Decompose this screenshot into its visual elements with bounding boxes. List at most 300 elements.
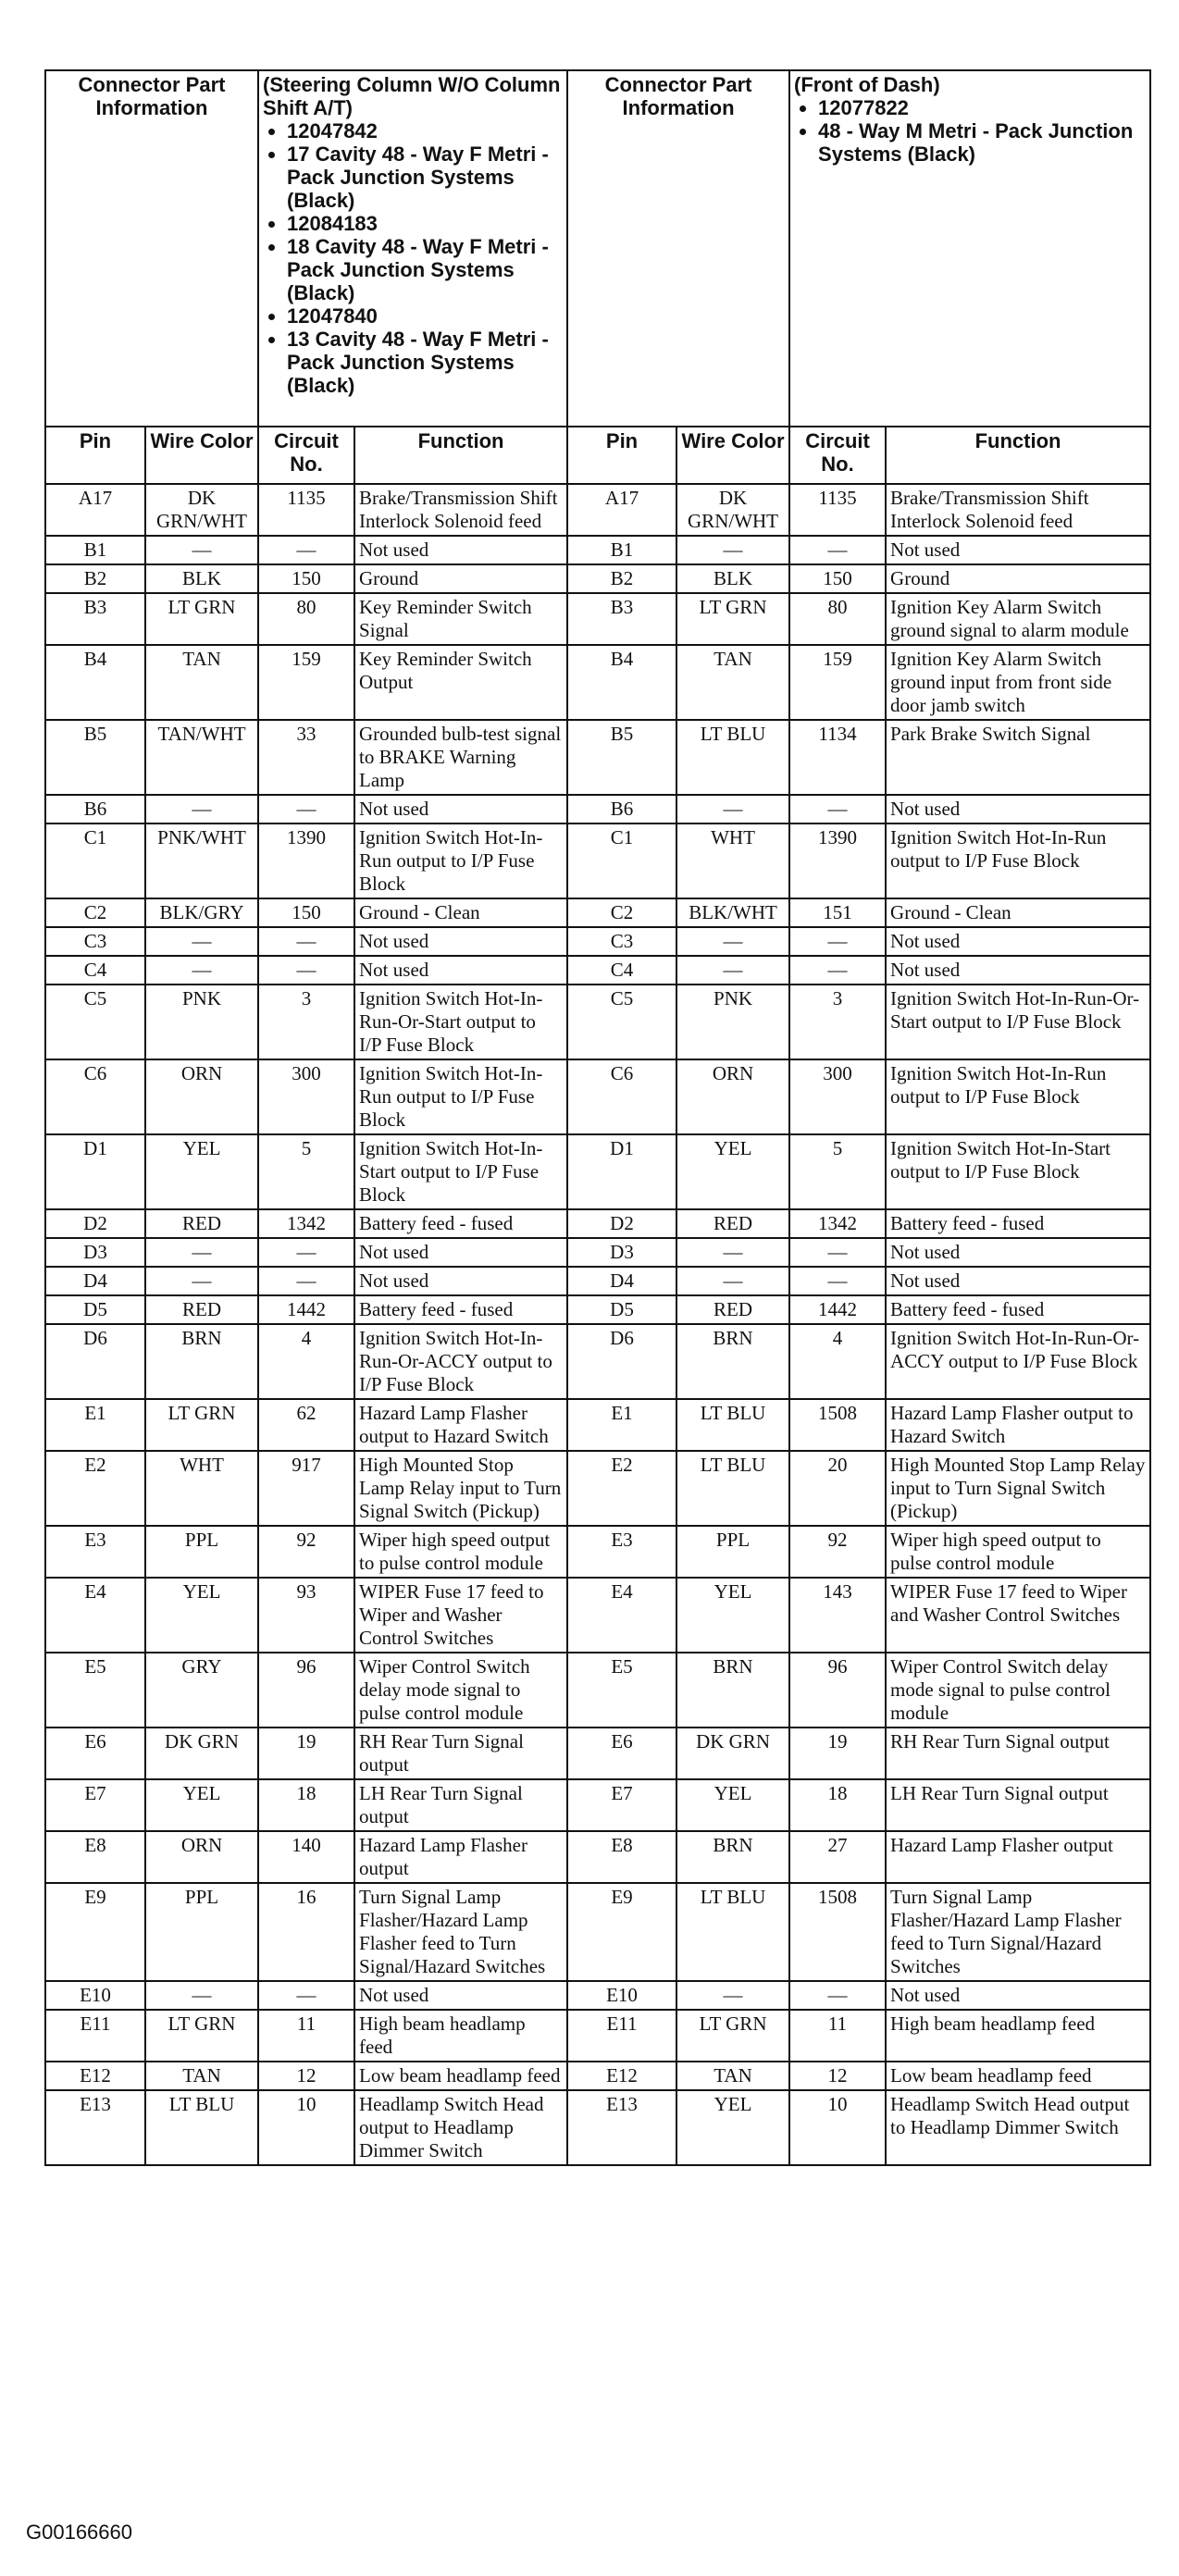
left-circuit-no-cell: 33 — [258, 720, 354, 795]
left-function-cell: Ignition Switch Hot-In-Run-Or-Start output to I/P Fuse Block — [354, 985, 567, 1059]
table-row — [45, 1451, 1150, 1526]
table-row — [45, 1059, 1150, 1134]
left-function-cell: Not used — [354, 956, 567, 985]
right-wire-color-cell: — — [676, 1238, 789, 1267]
right-pin-cell: E10 — [567, 1981, 676, 2010]
left-function-cell: Not used — [354, 795, 567, 824]
right-wire-color-cell: WHT — [676, 824, 789, 898]
right-function-cell: High Mounted Stop Lamp Relay input to Turn Signal Switch (Pickup) — [886, 1451, 1150, 1526]
right-function-cell: Not used — [886, 795, 1150, 824]
right-pin-cell: E9 — [567, 1883, 676, 1981]
right-circuit-no-cell: — — [789, 956, 886, 985]
right-circuit-no-cell: 300 — [789, 1059, 886, 1134]
left-connector-description — [258, 70, 567, 427]
table-row — [45, 985, 1150, 1059]
right-pin-cell: D6 — [567, 1324, 676, 1399]
table-row — [45, 898, 1150, 927]
left-wire-color-cell: YEL — [145, 1578, 258, 1653]
right-wire-color-cell: DK GRN/WHT — [676, 484, 789, 536]
right-circuit-no-cell: — — [789, 927, 886, 956]
right-function-cell: Ignition Switch Hot-In-Start output to I/P Fuse Block — [886, 1134, 1150, 1209]
table-row — [45, 1883, 1150, 1981]
right-wire-color-cell: BRN — [676, 1324, 789, 1399]
right-wire-color-cell: BRN — [676, 1831, 789, 1883]
right-function-header: Function — [886, 427, 1150, 484]
right-circuit-no-cell: 1508 — [789, 1399, 886, 1451]
right-wire-color-cell: LT BLU — [676, 1883, 789, 1981]
left-pin-cell: D1 — [45, 1134, 145, 1209]
left-function-cell: Key Reminder Switch Signal — [354, 593, 567, 645]
right-wire-color-cell: PNK — [676, 985, 789, 1059]
right-circuit-no-cell: 19 — [789, 1728, 886, 1779]
right-pin-cell: E12 — [567, 2062, 676, 2090]
table-row — [45, 720, 1150, 795]
right-circuit-no-cell: 4 — [789, 1324, 886, 1399]
left-circuit-no-header: Circuit No. — [258, 427, 354, 484]
table-row — [45, 1526, 1150, 1578]
left-part-number-item: • 17 Cavity 48 - Way F Metri - Pack Junction Systems (Black) — [287, 142, 563, 212]
right-pin-cell: C1 — [567, 824, 676, 898]
left-pin-cell: D4 — [45, 1267, 145, 1295]
left-part-number-item: • 18 Cavity 48 - Way F Metri - Pack Junction Systems (Black) — [287, 235, 563, 304]
right-part-number-item: • 48 - Way M Metri - Pack Junction Systems (Black) — [818, 119, 1146, 166]
right-wire-color-cell: LT GRN — [676, 2010, 789, 2062]
right-function-cell: Ground — [886, 564, 1150, 593]
right-pin-cell: B2 — [567, 564, 676, 593]
left-pin-cell: E2 — [45, 1451, 145, 1526]
left-wire-color-cell: BRN — [145, 1324, 258, 1399]
right-pin-cell: C3 — [567, 927, 676, 956]
left-function-cell: Brake/Transmission Shift Interlock Solenoid feed — [354, 484, 567, 536]
left-function-cell: Key Reminder Switch Output — [354, 645, 567, 720]
right-function-cell: Not used — [886, 927, 1150, 956]
right-function-cell: Ignition Key Alarm Switch ground input from front side door jamb switch — [886, 645, 1150, 720]
column-header-row — [45, 427, 1150, 484]
right-function-cell: Brake/Transmission Shift Interlock Solenoid feed — [886, 484, 1150, 536]
connector-pinout-table — [44, 69, 1151, 2166]
left-function-cell: Grounded bulb-test signal to BRAKE Warning Lamp — [354, 720, 567, 795]
left-wire-color-cell: PPL — [145, 1526, 258, 1578]
right-function-cell: Not used — [886, 956, 1150, 985]
left-wire-color-cell: DK GRN — [145, 1728, 258, 1779]
left-wire-color-cell: LT BLU — [145, 2090, 258, 2165]
left-wire-color-cell: — — [145, 1238, 258, 1267]
left-wire-color-cell: WHT — [145, 1451, 258, 1526]
right-circuit-no-cell: 10 — [789, 2090, 886, 2165]
left-pin-cell: A17 — [45, 484, 145, 536]
table-row — [45, 1238, 1150, 1267]
left-wire-color-cell: YEL — [145, 1779, 258, 1831]
right-circuit-no-cell: — — [789, 1981, 886, 2010]
right-function-cell: Wiper high speed output to pulse control module — [886, 1526, 1150, 1578]
left-wire-color-cell: YEL — [145, 1134, 258, 1209]
left-part-info-label: Connector Part Information — [45, 70, 258, 427]
left-circuit-no-cell: 150 — [258, 898, 354, 927]
right-function-cell: RH Rear Turn Signal output — [886, 1728, 1150, 1779]
table-row — [45, 536, 1150, 564]
right-circuit-no-cell: 5 — [789, 1134, 886, 1209]
right-circuit-no-cell: 1134 — [789, 720, 886, 795]
right-circuit-no-cell: 1342 — [789, 1209, 886, 1238]
left-wire-color-header: Wire Color — [145, 427, 258, 484]
left-circuit-no-cell: 19 — [258, 1728, 354, 1779]
left-circuit-no-cell: 140 — [258, 1831, 354, 1883]
left-pin-cell: C3 — [45, 927, 145, 956]
right-wire-color-cell: — — [676, 795, 789, 824]
left-function-cell: Wiper Control Switch delay mode signal to pulse control module — [354, 1653, 567, 1728]
left-pin-cell: B2 — [45, 564, 145, 593]
left-function-cell: Headlamp Switch Head output to Headlamp Dimmer Switch — [354, 2090, 567, 2165]
left-circuit-no-cell: — — [258, 795, 354, 824]
left-pin-cell: E5 — [45, 1653, 145, 1728]
table-row — [45, 564, 1150, 593]
left-pin-cell: C4 — [45, 956, 145, 985]
right-wire-color-cell: TAN — [676, 645, 789, 720]
left-circuit-no-cell: 10 — [258, 2090, 354, 2165]
left-wire-color-cell: BLK/GRY — [145, 898, 258, 927]
right-wire-color-cell: PPL — [676, 1526, 789, 1578]
left-circuit-no-cell: — — [258, 956, 354, 985]
right-pin-cell: E5 — [567, 1653, 676, 1728]
right-circuit-no-cell: 3 — [789, 985, 886, 1059]
right-circuit-no-cell: 27 — [789, 1831, 886, 1883]
right-wire-color-cell: YEL — [676, 2090, 789, 2165]
right-circuit-no-cell: 1442 — [789, 1295, 886, 1324]
right-function-cell: Ignition Switch Hot-In-Run-Or-Start output to I/P Fuse Block — [886, 985, 1150, 1059]
right-function-cell: Battery feed - fused — [886, 1295, 1150, 1324]
table-row — [45, 1831, 1150, 1883]
right-pin-cell: B6 — [567, 795, 676, 824]
right-function-cell: Wiper Control Switch delay mode signal to pulse control module — [886, 1653, 1150, 1728]
left-circuit-no-cell: — — [258, 1981, 354, 2010]
left-circuit-no-cell: 96 — [258, 1653, 354, 1728]
left-function-cell: Not used — [354, 1267, 567, 1295]
left-pin-cell: B3 — [45, 593, 145, 645]
left-wire-color-cell: — — [145, 795, 258, 824]
right-function-cell: Not used — [886, 1267, 1150, 1295]
right-pin-cell: E1 — [567, 1399, 676, 1451]
right-circuit-no-cell: — — [789, 536, 886, 564]
right-circuit-no-cell: 92 — [789, 1526, 886, 1578]
left-circuit-no-cell: 1135 — [258, 484, 354, 536]
left-wire-color-cell: TAN/WHT — [145, 720, 258, 795]
left-circuit-no-cell: — — [258, 536, 354, 564]
left-pin-cell: B6 — [45, 795, 145, 824]
left-function-cell: Ignition Switch Hot-In-Run-Or-ACCY output to I/P Fuse Block — [354, 1324, 567, 1399]
left-circuit-no-cell: 159 — [258, 645, 354, 720]
table-row — [45, 824, 1150, 898]
right-wire-color-cell: RED — [676, 1209, 789, 1238]
right-function-cell: High beam headlamp feed — [886, 2010, 1150, 2062]
table-row — [45, 956, 1150, 985]
right-function-cell: Low beam headlamp feed — [886, 2062, 1150, 2090]
right-circuit-no-cell: 1390 — [789, 824, 886, 898]
table-row — [45, 2010, 1150, 2062]
right-wire-color-cell: LT BLU — [676, 1399, 789, 1451]
right-function-cell: Ignition Switch Hot-In-Run output to I/P Fuse Block — [886, 1059, 1150, 1134]
right-pin-cell: C6 — [567, 1059, 676, 1134]
right-function-cell: Ignition Switch Hot-In-Run-Or-ACCY output to I/P Fuse Block — [886, 1324, 1150, 1399]
left-function-cell: High beam headlamp feed — [354, 2010, 567, 2062]
right-wire-color-cell: — — [676, 956, 789, 985]
right-function-cell: Not used — [886, 1981, 1150, 2010]
left-wire-color-cell: GRY — [145, 1653, 258, 1728]
right-function-cell: Headlamp Switch Head output to Headlamp Dimmer Switch — [886, 2090, 1150, 2165]
left-circuit-no-cell: — — [258, 927, 354, 956]
right-circuit-no-cell: 11 — [789, 2010, 886, 2062]
left-circuit-no-cell: 1442 — [258, 1295, 354, 1324]
left-pin-cell: E1 — [45, 1399, 145, 1451]
left-function-cell: Battery feed - fused — [354, 1209, 567, 1238]
left-circuit-no-cell: 150 — [258, 564, 354, 593]
left-circuit-no-cell: 80 — [258, 593, 354, 645]
right-pin-cell: D3 — [567, 1238, 676, 1267]
left-circuit-no-cell: 917 — [258, 1451, 354, 1526]
left-part-number-item: • 12047840 — [287, 304, 563, 328]
right-wire-color-cell: ORN — [676, 1059, 789, 1134]
right-wire-color-cell: BRN — [676, 1653, 789, 1728]
left-function-cell: Not used — [354, 536, 567, 564]
right-pin-cell: E6 — [567, 1728, 676, 1779]
right-pin-cell: E8 — [567, 1831, 676, 1883]
right-function-cell: Ignition Switch Hot-In-Run output to I/P Fuse Block — [886, 824, 1150, 898]
right-pin-cell: E2 — [567, 1451, 676, 1526]
right-circuit-no-header: Circuit No. — [789, 427, 886, 484]
left-circuit-no-cell: 4 — [258, 1324, 354, 1399]
right-pin-cell: A17 — [567, 484, 676, 536]
left-part-number-item: • 12084183 — [287, 212, 563, 235]
right-circuit-no-cell: 151 — [789, 898, 886, 927]
left-wire-color-cell: BLK — [145, 564, 258, 593]
left-part-number-item: • 13 Cavity 48 - Way F Metri - Pack Junction Systems (Black) — [287, 328, 563, 397]
right-function-cell: Hazard Lamp Flasher output — [886, 1831, 1150, 1883]
right-wire-color-header: Wire Color — [676, 427, 789, 484]
left-wire-color-cell: LT GRN — [145, 1399, 258, 1451]
left-pin-cell: B4 — [45, 645, 145, 720]
left-circuit-no-cell: 18 — [258, 1779, 354, 1831]
right-part-numbers — [794, 96, 1146, 166]
right-function-cell: WIPER Fuse 17 feed to Wiper and Washer Control Switches — [886, 1578, 1150, 1653]
right-pin-cell: B1 — [567, 536, 676, 564]
right-circuit-no-cell: — — [789, 795, 886, 824]
table-row — [45, 795, 1150, 824]
left-pin-cell: C6 — [45, 1059, 145, 1134]
right-function-cell: Battery feed - fused — [886, 1209, 1150, 1238]
left-pin-cell: E8 — [45, 1831, 145, 1883]
right-circuit-no-cell: 18 — [789, 1779, 886, 1831]
left-circuit-no-cell: 1390 — [258, 824, 354, 898]
right-circuit-no-cell: — — [789, 1267, 886, 1295]
left-circuit-no-cell: 92 — [258, 1526, 354, 1578]
left-function-cell: RH Rear Turn Signal output — [354, 1728, 567, 1779]
left-circuit-no-cell: 300 — [258, 1059, 354, 1134]
right-circuit-no-cell: 96 — [789, 1653, 886, 1728]
right-function-cell: Not used — [886, 536, 1150, 564]
left-pin-cell: D2 — [45, 1209, 145, 1238]
right-wire-color-cell: YEL — [676, 1578, 789, 1653]
left-function-cell: Wiper high speed output to pulse control module — [354, 1526, 567, 1578]
left-function-cell: Not used — [354, 1238, 567, 1267]
left-function-cell: Ignition Switch Hot-In-Start output to I/P Fuse Block — [354, 1134, 567, 1209]
left-function-cell: Ignition Switch Hot-In-Run output to I/P Fuse Block — [354, 1059, 567, 1134]
table-row — [45, 1134, 1150, 1209]
table-row — [45, 1728, 1150, 1779]
left-wire-color-cell: LT GRN — [145, 2010, 258, 2062]
left-function-cell: High Mounted Stop Lamp Relay input to Turn Signal Switch (Pickup) — [354, 1451, 567, 1526]
right-function-cell: Hazard Lamp Flasher output to Hazard Switch — [886, 1399, 1150, 1451]
left-circuit-no-cell: — — [258, 1267, 354, 1295]
left-pin-cell: E6 — [45, 1728, 145, 1779]
left-function-cell: Low beam headlamp feed — [354, 2062, 567, 2090]
right-wire-color-cell: YEL — [676, 1134, 789, 1209]
right-pin-cell: E13 — [567, 2090, 676, 2165]
left-function-cell: Not used — [354, 927, 567, 956]
right-wire-color-cell: LT BLU — [676, 720, 789, 795]
right-wire-color-cell: BLK — [676, 564, 789, 593]
left-function-header: Function — [354, 427, 567, 484]
right-wire-color-cell: RED — [676, 1295, 789, 1324]
right-wire-color-cell: LT BLU — [676, 1451, 789, 1526]
table-row — [45, 1981, 1150, 2010]
right-wire-color-cell: — — [676, 536, 789, 564]
table-row — [45, 593, 1150, 645]
left-function-cell: Turn Signal Lamp Flasher/Hazard Lamp Flasher feed to Turn Signal/Hazard Switches — [354, 1883, 567, 1981]
right-wire-color-cell: TAN — [676, 2062, 789, 2090]
left-circuit-no-cell: 93 — [258, 1578, 354, 1653]
left-function-cell: Ground - Clean — [354, 898, 567, 927]
left-part-number-item: • 12047842 — [287, 119, 563, 142]
right-wire-color-cell: LT GRN — [676, 593, 789, 645]
left-circuit-no-cell: 12 — [258, 2062, 354, 2090]
left-wire-color-cell: PNK/WHT — [145, 824, 258, 898]
left-wire-color-cell: ORN — [145, 1831, 258, 1883]
left-circuit-no-cell: — — [258, 1238, 354, 1267]
left-pin-cell: C1 — [45, 824, 145, 898]
left-pin-cell: E4 — [45, 1578, 145, 1653]
left-pin-cell: E7 — [45, 1779, 145, 1831]
right-wire-color-cell: — — [676, 927, 789, 956]
right-function-cell: LH Rear Turn Signal output — [886, 1779, 1150, 1831]
right-circuit-no-cell: 159 — [789, 645, 886, 720]
left-wire-color-cell: — — [145, 536, 258, 564]
left-function-cell: LH Rear Turn Signal output — [354, 1779, 567, 1831]
table-row — [45, 484, 1150, 536]
right-circuit-no-cell: 1135 — [789, 484, 886, 536]
left-pin-cell: E9 — [45, 1883, 145, 1981]
left-circuit-no-cell: 5 — [258, 1134, 354, 1209]
table-row — [45, 1779, 1150, 1831]
left-wire-color-cell: ORN — [145, 1059, 258, 1134]
right-pin-header: Pin — [567, 427, 676, 484]
left-wire-color-cell: PNK — [145, 985, 258, 1059]
right-circuit-no-cell: 1508 — [789, 1883, 886, 1981]
right-wire-color-cell: YEL — [676, 1779, 789, 1831]
right-pin-cell: D4 — [567, 1267, 676, 1295]
left-pin-cell: C5 — [45, 985, 145, 1059]
right-connector-description — [789, 70, 1150, 427]
right-circuit-no-cell: 143 — [789, 1578, 886, 1653]
left-circuit-no-cell: 11 — [258, 2010, 354, 2062]
connector-info-row — [45, 70, 1150, 427]
right-pin-cell: E4 — [567, 1578, 676, 1653]
right-part-number-item: • 12077822 — [818, 96, 1146, 119]
right-function-cell: Turn Signal Lamp Flasher/Hazard Lamp Flasher feed to Turn Signal/Hazard Switches — [886, 1883, 1150, 1981]
right-wire-color-cell: — — [676, 1981, 789, 2010]
right-pin-cell: C2 — [567, 898, 676, 927]
table-row — [45, 1295, 1150, 1324]
left-function-cell: Ignition Switch Hot-In-Run output to I/P Fuse Block — [354, 824, 567, 898]
right-connector-title: (Front of Dash) — [794, 73, 940, 96]
left-part-numbers — [263, 119, 563, 397]
table-row — [45, 1324, 1150, 1399]
right-circuit-no-cell: 150 — [789, 564, 886, 593]
left-pin-cell: E13 — [45, 2090, 145, 2165]
left-wire-color-cell: TAN — [145, 645, 258, 720]
table-row — [45, 1267, 1150, 1295]
left-wire-color-cell: — — [145, 1981, 258, 2010]
left-circuit-no-cell: 62 — [258, 1399, 354, 1451]
left-wire-color-cell: RED — [145, 1295, 258, 1324]
table-row — [45, 645, 1150, 720]
table-row — [45, 1209, 1150, 1238]
left-wire-color-cell: DK GRN/WHT — [145, 484, 258, 536]
left-pin-cell: B5 — [45, 720, 145, 795]
table-row — [45, 1399, 1150, 1451]
table-row — [45, 927, 1150, 956]
right-pin-cell: C5 — [567, 985, 676, 1059]
right-pin-cell: B5 — [567, 720, 676, 795]
right-pin-cell: B4 — [567, 645, 676, 720]
left-wire-color-cell: — — [145, 956, 258, 985]
left-wire-color-cell: — — [145, 927, 258, 956]
left-pin-header: Pin — [45, 427, 145, 484]
diagram-id: G00166660 — [26, 2520, 132, 2544]
left-pin-cell: B1 — [45, 536, 145, 564]
right-function-cell: Park Brake Switch Signal — [886, 720, 1150, 795]
right-pin-cell: D2 — [567, 1209, 676, 1238]
left-pin-cell: E3 — [45, 1526, 145, 1578]
right-pin-cell: E7 — [567, 1779, 676, 1831]
right-pin-cell: B3 — [567, 593, 676, 645]
left-wire-color-cell: PPL — [145, 1883, 258, 1981]
right-pin-cell: E3 — [567, 1526, 676, 1578]
left-wire-color-cell: LT GRN — [145, 593, 258, 645]
left-pin-cell: C2 — [45, 898, 145, 927]
table-row — [45, 1653, 1150, 1728]
right-circuit-no-cell: 12 — [789, 2062, 886, 2090]
left-function-cell: Hazard Lamp Flasher output to Hazard Switch — [354, 1399, 567, 1451]
left-function-cell: Hazard Lamp Flasher output — [354, 1831, 567, 1883]
left-function-cell: Not used — [354, 1981, 567, 2010]
left-pin-cell: E12 — [45, 2062, 145, 2090]
left-connector-title: (Steering Column W/O Column Shift A/T) — [263, 73, 561, 119]
right-pin-cell: E11 — [567, 2010, 676, 2062]
table-row — [45, 2062, 1150, 2090]
left-pin-cell: D6 — [45, 1324, 145, 1399]
left-circuit-no-cell: 16 — [258, 1883, 354, 1981]
right-pin-cell: D1 — [567, 1134, 676, 1209]
right-wire-color-cell: DK GRN — [676, 1728, 789, 1779]
left-pin-cell: E11 — [45, 2010, 145, 2062]
right-part-info-label: Connector Part Information — [567, 70, 789, 427]
left-pin-cell: D3 — [45, 1238, 145, 1267]
left-wire-color-cell: TAN — [145, 2062, 258, 2090]
right-function-cell: Ground - Clean — [886, 898, 1150, 927]
left-function-cell: Battery feed - fused — [354, 1295, 567, 1324]
right-function-cell: Ignition Key Alarm Switch ground signal to alarm module — [886, 593, 1150, 645]
right-circuit-no-cell: 80 — [789, 593, 886, 645]
right-function-cell: Not used — [886, 1238, 1150, 1267]
